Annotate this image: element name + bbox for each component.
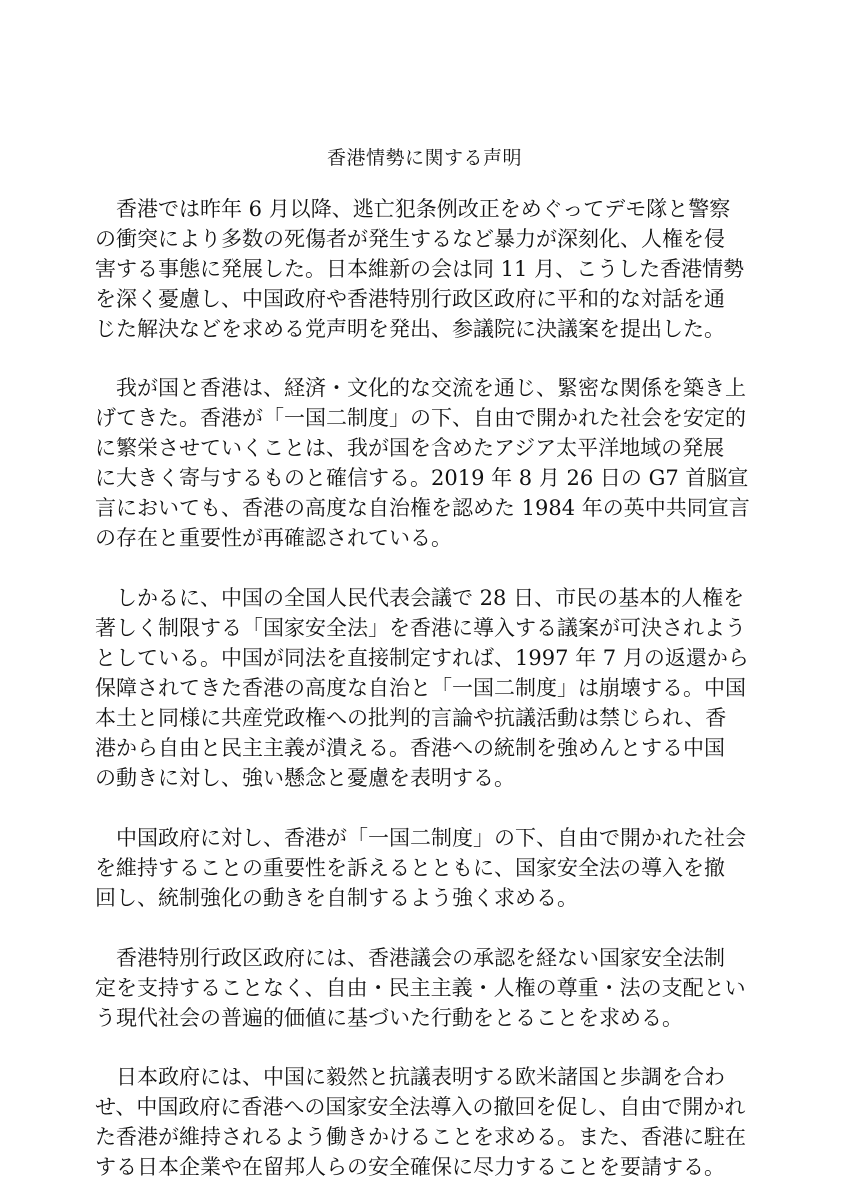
paragraph-line: た香港が維持されるよう働きかけることを求める。また、香港に駐在 [95, 1125, 746, 1149]
paragraph-line: せ、中国政府に香港への国家安全法導入の撤回を促し、自由で開かれ [95, 1095, 746, 1119]
paragraph-line: 回し、統制強化の動きを自制するよう強く求める。 [95, 886, 578, 910]
paragraph-line: 定を支持することなく、自由・民主主義・人権の尊重・法の支配とい [95, 976, 746, 1000]
paragraph-line: 著しく制限する「国家安全法」を香港に導入する議案が可決されよう [95, 616, 746, 640]
paragraph-line: 保障されてきた香港の高度な自治と「一国二制度」は崩壊する。中国 [95, 676, 746, 700]
paragraph-line: の存在と重要性が再確認されている。 [95, 526, 452, 550]
paragraph-line: 香港特別行政区政府には、香港議会の承認を経ない国家安全法制 [116, 946, 725, 970]
paragraph-line: を維持することの重要性を訴えるとともに、国家安全法の導入を撤 [95, 856, 725, 880]
paragraph-line: 本土と同様に共産党政権への批判的言論や抗議活動は禁じられ、香 [95, 706, 727, 730]
paragraph-line: 害する事態に発展した。日本維新の会は同 11 月、こうした香港情勢 [95, 257, 745, 281]
statement-title: 香港情勢に関する声明 [326, 147, 522, 169]
paragraph-line: 港から自由と民主主義が潰える。香港への統制を強めんとする中国 [95, 736, 725, 760]
paragraph-line: う現代社会の普遍的価値に基づいた行動をとることを求める。 [95, 1006, 683, 1030]
paragraph-line: 日本政府には、中国に毅然と抗議表明する欧米諸国と歩調を合わ [116, 1065, 725, 1089]
paragraph-line: 中国政府に対し、香港が「一国二制度」の下、自由で開かれた社会 [116, 826, 746, 850]
paragraph-line: としている。中国が同法を直接制定すれば、1997 年 7 月の返還から [95, 646, 749, 670]
paragraph-line: に大きく寄与するものと確信する。2019 年 8 月 26 日の G7 首脳宣 [95, 466, 749, 490]
paragraph-line: の動きに対し、強い懸念と憂慮を表明する。 [95, 766, 515, 790]
paragraph-line: 言においても、香港の高度な自治権を認めた 1984 年の英中共同宣言 [95, 496, 750, 520]
paragraph-line: げてきた。香港が「一国二制度」の下、自由で開かれた社会を安定的 [95, 406, 746, 430]
paragraph-line: する日本企業や在留邦人らの安全確保に尽力することを要請する。 [95, 1155, 725, 1179]
paragraph-line: を深く憂慮し、中国政府や香港特別行政区政府に平和的な対話を通 [95, 287, 725, 311]
paragraph-line: に繁栄させていくことは、我が国を含めたアジア太平洋地域の発展 [95, 436, 725, 460]
paragraph-line: の衝突により多数の死傷者が発生するなど暴力が深刻化、人権を侵 [95, 227, 725, 251]
paragraph-line: 香港では昨年 6 月以降、逃亡犯条例改正をめぐってデモ隊と警察 [116, 197, 731, 221]
paragraph-line: じた解決などを求める党声明を発出、参議院に決議案を提出した。 [95, 317, 725, 341]
paragraph-line: しかるに、中国の全国人民代表会議で 28 日、市民の基本的人権を [116, 586, 745, 610]
paragraph-line: 我が国と香港は、経済・文化的な交流を通じ、緊密な関係を築き上 [116, 376, 746, 400]
